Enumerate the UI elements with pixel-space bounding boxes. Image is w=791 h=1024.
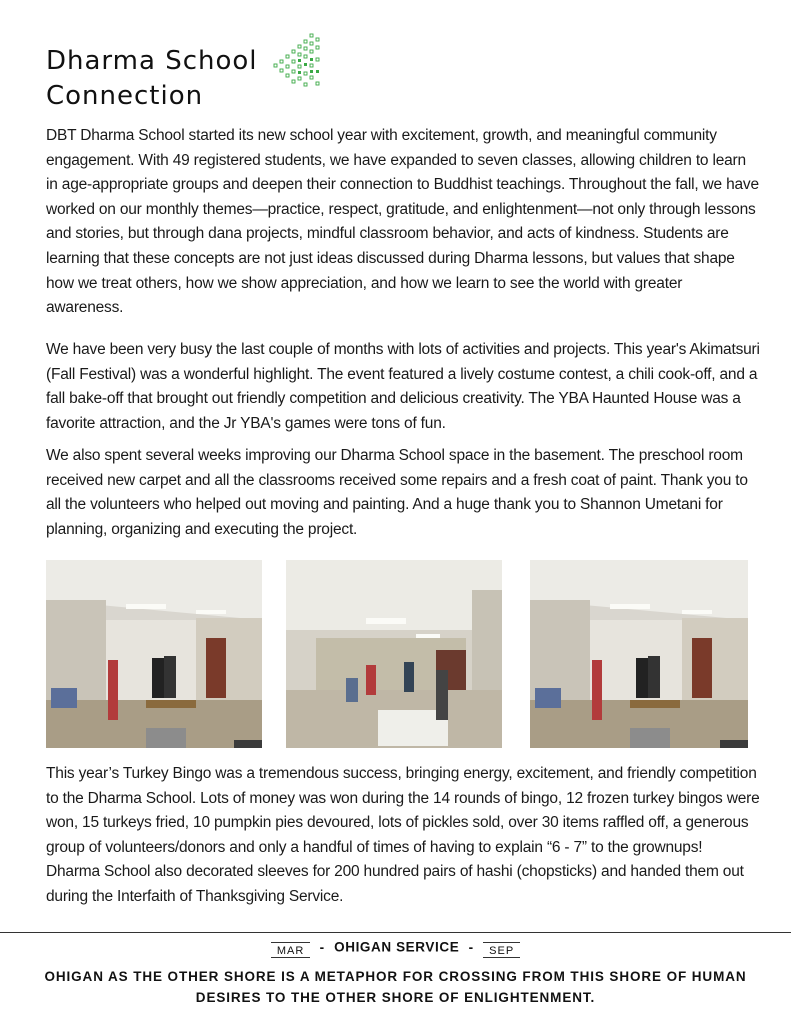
start-month-label: MAR <box>271 942 310 958</box>
ohigan-banner <box>0 938 791 958</box>
banner-separator-right: - <box>468 939 474 955</box>
banner-separator-left: - <box>319 939 325 955</box>
activities-paragraph: We have been very busy the last couple of months with lots of activities and projects. This year's Akimatsuri (Fall Festival) was a wonderful highlight. The event featured a lively costume contest, a chili cook-off, and a fall bake-off that brought out friendly competition and delicious creativity. The YBA Haunted House was a favorite attraction, and the Jr YBA's games were tons of fun. <box>46 341 760 432</box>
turkey-bingo-paragraph: This year’s Turkey Bingo was a tremendous success, bringing energy, excitement, and friendly competition to the Dharma School. Lots of money was won during the 14 rounds of bingo, 12 frozen turkey bingos were won, 15 turkeys fried, 10 pumpkin pies devoured, lots of pickles sold, over 30 items raffled off, a generous group of volunteers/donors and only a handful of times of having to explain “6 - 7” to the grownups! Dharma School also decorated sleeves for 200 hundred pairs of hashi (chopsticks) and handed them out during the Interfaith of Thanksgiving Service. <box>46 765 760 905</box>
classroom-painting-photo-3 <box>530 560 748 748</box>
classroom-painting-photo-2 <box>286 560 502 748</box>
ohigan-caption <box>0 966 791 1008</box>
end-month-label: SEP <box>483 942 520 958</box>
title-line-1: Dharma School <box>46 46 258 76</box>
basement-paragraph: We also spent several weeks improving our Dharma School space in the basement. The preschool room received new carpet and all the classrooms received some repairs and a fresh coat of paint. Thank you to all the volunteers who helped out moving and painting. And a huge thank you to Shannon Umetani for planning, organizing and executing the project. <box>46 447 748 538</box>
banner-title: OHIGAN SERVICE <box>334 939 460 955</box>
footer-divider <box>0 932 791 933</box>
caption-line-2: DESIRES TO THE OTHER SHORE OF ENLIGHTENMENT. <box>195 990 596 1005</box>
page-title <box>46 44 258 114</box>
title-line-2: Connection <box>46 81 204 111</box>
classroom-painting-photo-1 <box>46 560 262 748</box>
caption-line-1: OHIGAN AS THE OTHER SHORE IS A METAPHOR FOR CROSSING FROM THIS SHORE OF HUMAN <box>44 969 747 984</box>
intro-paragraph: DBT Dharma School started its new school year with excitement, growth, and meaningful community engagement. With 49 registered students, we have expanded to seven classes, allowing children to learn in age-appropriate groups and deepen their connection to Buddhist teachings. Throughout the fall, we have worked on our monthly themes—practice, respect, gratitude, and enlightenment—not only through lessons and stories, but through dana projects, mindful classroom behavior, and acts of kindness. Students are learning that these concepts are not just ideas discussed during Dharma lessons, but values that shape how we treat others, how we show appreciation, and how we learn to see the world with greater awareness. <box>46 127 759 317</box>
decorative-dots-icon <box>272 32 324 90</box>
